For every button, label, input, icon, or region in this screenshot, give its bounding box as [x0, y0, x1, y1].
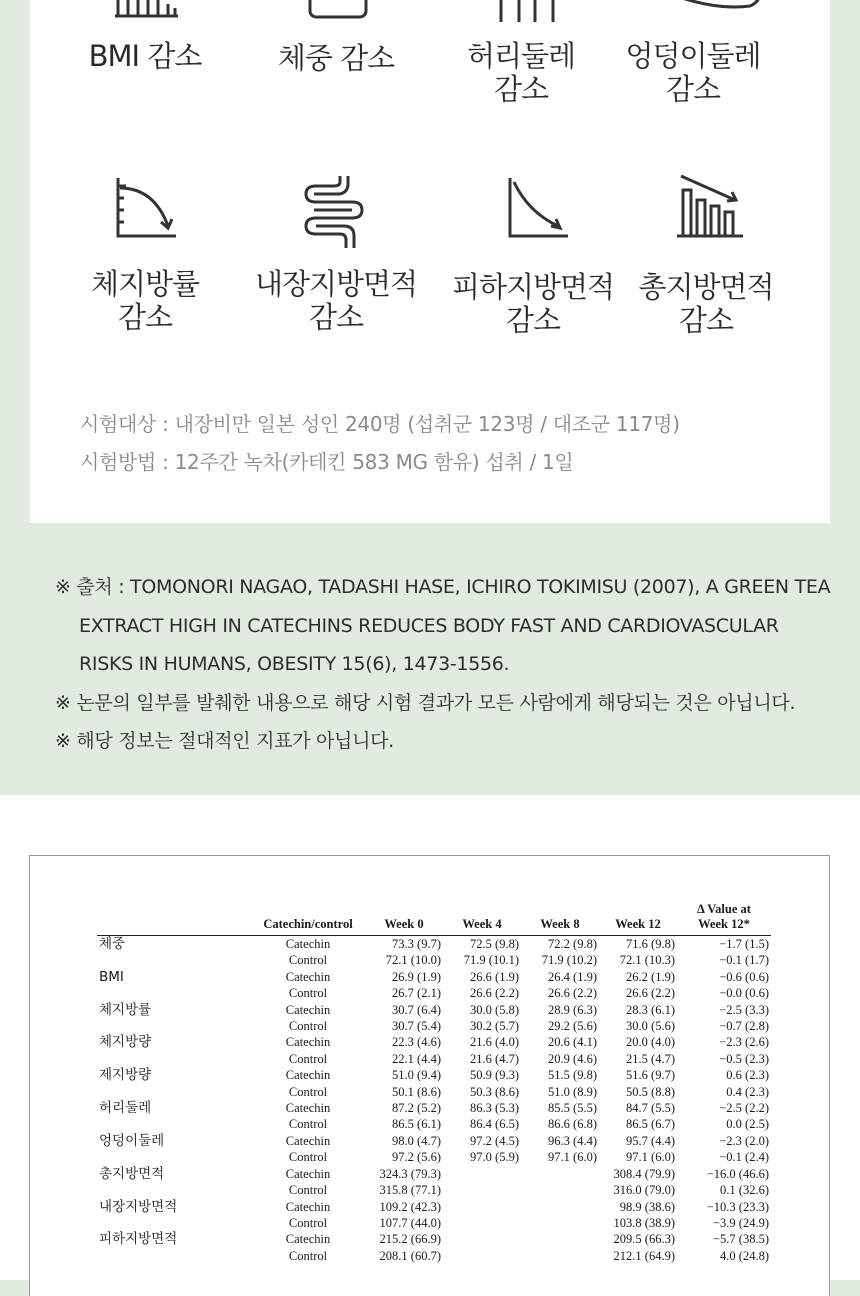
- cell-delta: −1.7 (1.5): [719, 937, 769, 951]
- table-row: [97, 1248, 771, 1264]
- cell-delta: −0.5 (2.3): [719, 1051, 769, 1066]
- cell-week8: [521, 1182, 599, 1198]
- cell-week12: 72.1 (10.3): [619, 953, 675, 968]
- cell-delta: 0.4 (2.3): [726, 1084, 769, 1099]
- cell-week0: 98.0 (4.7): [392, 1133, 441, 1148]
- row-group: Control: [288, 1117, 328, 1132]
- cell-week0: 315.8 (77.1): [379, 1183, 441, 1198]
- row-variable: 체중: [99, 936, 126, 952]
- cell-delta: −16.0 (46.6): [706, 1166, 769, 1181]
- source-citation: ※ 출처 : TOMONORI NAGAO, TADASHI HASE, ICHIRO TOKIMISU (2007), A GREEN TEA EXTRACT HIGH IN CATECHINS REDUCES BODY FAST AND CARDIOVASCULAR RISKS IN HUMANS, OBESITY 15(6), 1473-1556.: [55, 576, 831, 675]
- row-group: Catechin: [285, 1199, 331, 1214]
- row-variable: [97, 1018, 251, 1034]
- row-group: Control: [288, 1051, 328, 1066]
- effects-panel: [30, 0, 830, 523]
- row-group: Control: [288, 1248, 328, 1263]
- row-group: Catechin: [285, 1002, 331, 1017]
- effect-label-total-fat: 총지방면적 감소: [638, 270, 774, 337]
- cell-week8: [521, 1199, 599, 1215]
- cell-week8: 85.5 (5.5): [548, 1101, 597, 1116]
- effect-label-visceral-fat: 내장지방면적 감소: [254, 267, 418, 334]
- cell-week8: 96.3 (4.4): [548, 1133, 597, 1148]
- cell-week12: 86.5 (6.7): [626, 1117, 675, 1132]
- cell-week12: 308.4 (79.9): [613, 1166, 675, 1181]
- cell-week12: 316.0 (79.0): [613, 1183, 675, 1198]
- cell-week12: 95.7 (4.4): [626, 1133, 675, 1148]
- row-group: Control: [288, 1084, 328, 1099]
- cell-week8: [521, 1231, 599, 1247]
- cell-week4: 86.3 (5.3): [470, 1101, 519, 1116]
- row-variable: 피하지방면적: [99, 1231, 178, 1248]
- intestine-icon: [300, 174, 370, 250]
- cell-week4: [443, 1182, 521, 1198]
- cell-week4: 86.4 (6.5): [470, 1117, 519, 1132]
- row-variable: 총지방면적: [99, 1165, 165, 1182]
- cell-week0: 86.5 (6.1): [392, 1117, 441, 1132]
- col-header-week12: Week 12: [599, 902, 677, 936]
- table-row: [97, 985, 771, 1001]
- falling-line-icon: [506, 176, 570, 240]
- cell-delta: −0.1 (2.4): [719, 1150, 769, 1165]
- cell-week8: 26.6 (2.2): [548, 986, 597, 1001]
- row-group: Control: [288, 1019, 328, 1034]
- cell-week12: 98.9 (38.6): [619, 1199, 675, 1214]
- row-group: Control: [288, 953, 328, 968]
- col-header-delta: Δ Value at Week 12*: [677, 902, 771, 936]
- row-variable: [97, 952, 251, 968]
- cell-week8: 28.9 (6.3): [548, 1002, 597, 1017]
- cell-week4: [443, 1215, 521, 1231]
- cell-week4: 30.2 (5.7): [470, 1019, 519, 1034]
- row-variable: [97, 1215, 251, 1231]
- cell-delta: −0.6 (0.6): [719, 969, 769, 984]
- row-group: Catechin: [285, 1166, 331, 1181]
- col-header-week0: Week 0: [365, 902, 443, 936]
- cell-week4: 26.6 (2.2): [470, 986, 519, 1001]
- hip-icon: [680, 0, 764, 12]
- cell-week0: 30.7 (6.4): [392, 1002, 441, 1017]
- cell-week12: 30.0 (5.6): [626, 1019, 675, 1034]
- cell-week8: 20.9 (4.6): [548, 1051, 597, 1066]
- table-row: [97, 1018, 771, 1034]
- cell-week8: [521, 1248, 599, 1264]
- cell-week12: 21.5 (4.7): [626, 1051, 675, 1066]
- row-variable: 허리둘레: [99, 1100, 152, 1117]
- study-table-section: [0, 795, 860, 1280]
- cell-week12: 209.5 (66.3): [613, 1232, 675, 1247]
- cell-week0: 73.3 (9.7): [392, 937, 441, 951]
- cell-week4: 26.6 (1.9): [470, 969, 519, 984]
- table-row: [97, 1002, 771, 1018]
- cell-delta: 4.0 (24.8): [720, 1248, 769, 1263]
- cell-delta: −0.1 (1.7): [719, 953, 769, 968]
- bmi-chart-icon: [112, 0, 182, 20]
- row-group: Catechin: [285, 1068, 331, 1083]
- cell-week12: 50.5 (8.8): [626, 1084, 675, 1099]
- table-row: [97, 1231, 771, 1247]
- cell-week0: 26.9 (1.9): [392, 969, 441, 984]
- row-variable: [97, 1182, 251, 1198]
- row-variable: 체지방률: [99, 1001, 152, 1018]
- cell-week4: 21.6 (4.0): [470, 1035, 519, 1050]
- cell-week0: 87.2 (5.2): [392, 1101, 441, 1116]
- row-group: Control: [288, 1183, 328, 1198]
- row-group: Control: [288, 1150, 328, 1165]
- cell-week12: 26.6 (2.2): [626, 986, 675, 1001]
- cell-week4: 21.6 (4.7): [470, 1051, 519, 1066]
- cell-delta: 0.6 (2.3): [726, 1068, 769, 1083]
- cell-week4: 97.0 (5.9): [470, 1150, 519, 1165]
- table-row: [97, 936, 771, 953]
- effect-label-subcutaneous-fat: 피하지방면적 감소: [451, 270, 615, 337]
- col-header-week8: Week 8: [521, 902, 599, 936]
- cell-week4: 50.9 (9.3): [470, 1068, 519, 1083]
- table-row: [97, 1199, 771, 1215]
- row-group: Catechin: [285, 969, 331, 984]
- disclaimer-partial: ※ 논문의 일부를 발췌한 내용으로 해당 시험 결과가 모든 사람에게 해당되는 것은 아닙니다.: [55, 691, 796, 714]
- cell-delta: −2.3 (2.0): [719, 1133, 769, 1148]
- row-variable: 엉덩이둘레: [99, 1132, 165, 1149]
- row-variable: [97, 1116, 251, 1132]
- study-table-body: [97, 936, 771, 1265]
- row-variable: [97, 1149, 251, 1165]
- cell-delta: −2.5 (2.2): [719, 1101, 769, 1116]
- row-group: Catechin: [285, 1232, 331, 1247]
- cell-delta: −10.3 (23.3): [706, 1199, 769, 1214]
- cell-week4: 50.3 (8.6): [470, 1084, 519, 1099]
- cell-week8: 71.9 (10.2): [541, 953, 597, 968]
- row-group: Catechin: [285, 937, 331, 951]
- cell-week0: 30.7 (5.4): [392, 1019, 441, 1034]
- row-variable: 체지방량: [99, 1034, 152, 1051]
- cell-week12: 28.3 (6.1): [626, 1002, 675, 1017]
- cell-week4: 97.2 (4.5): [470, 1133, 519, 1148]
- cell-week12: 103.8 (38.9): [613, 1215, 675, 1230]
- cell-week0: 107.7 (44.0): [379, 1215, 441, 1230]
- cell-week12: 97.1 (6.0): [626, 1150, 675, 1165]
- cell-week0: 109.2 (42.3): [379, 1199, 441, 1214]
- cell-delta: −2.5 (3.3): [719, 1002, 769, 1017]
- study-results-table: [97, 902, 771, 1264]
- cell-delta: −3.9 (24.9): [713, 1215, 769, 1230]
- waist-icon: [495, 0, 559, 24]
- cell-week8: [521, 1215, 599, 1231]
- col-header-week4: Week 4: [443, 902, 521, 936]
- cell-delta: −0.0 (0.6): [719, 986, 769, 1001]
- cell-week8: [521, 1166, 599, 1182]
- effect-label-bmi: BMI 감소: [88, 39, 202, 73]
- row-variable: [97, 1084, 251, 1100]
- table-row: [97, 969, 771, 985]
- paper-excerpt-frame: [29, 855, 830, 1296]
- table-row: [97, 952, 771, 968]
- cell-week0: 50.1 (8.6): [392, 1084, 441, 1099]
- row-variable: [97, 985, 251, 1001]
- cell-week0: 324.3 (79.3): [379, 1166, 441, 1181]
- effect-label-weight: 체중 감소: [277, 41, 395, 75]
- table-row: [97, 1149, 771, 1165]
- row-group: Catechin: [285, 1133, 331, 1148]
- cell-week4: [443, 1231, 521, 1247]
- table-row: [97, 1100, 771, 1116]
- cell-week4: [443, 1248, 521, 1264]
- table-row: [97, 1067, 771, 1083]
- effect-label-hip: 엉덩이둘레 감소: [625, 39, 761, 106]
- col-header-group: Catechin/control: [251, 902, 365, 936]
- row-group: Catechin: [285, 1035, 331, 1050]
- cell-week8: 72.2 (9.8): [548, 937, 597, 951]
- row-variable: 제지방량: [99, 1067, 152, 1084]
- cell-week12: 212.1 (64.9): [613, 1248, 675, 1263]
- table-row: [97, 1034, 771, 1050]
- cell-week4: 72.5 (9.8): [470, 937, 519, 951]
- cell-delta: 0.0 (2.5): [726, 1117, 769, 1132]
- cell-week0: 26.7 (2.1): [392, 986, 441, 1001]
- effect-label-body-fat-ratio: 체지방률 감소: [90, 267, 200, 334]
- cell-week4: [443, 1166, 521, 1182]
- row-group: Control: [288, 986, 328, 1001]
- cell-week12: 51.6 (9.7): [626, 1068, 675, 1083]
- cell-week0: 22.1 (4.4): [392, 1051, 441, 1066]
- effect-label-waist: 허리둘레 감소: [466, 39, 576, 106]
- cell-week12: 20.0 (4.0): [626, 1035, 675, 1050]
- row-variable: BMI: [99, 968, 124, 985]
- trial-subjects: 시험대상 : 내장비만 일본 성인 240명 (섭취군 123명 / 대조군 117명): [80, 412, 680, 436]
- cell-week0: 97.2 (5.6): [392, 1150, 441, 1165]
- row-variable: [97, 1248, 251, 1264]
- cell-week8: 97.1 (6.0): [548, 1150, 597, 1165]
- cell-week0: 208.1 (60.7): [379, 1248, 441, 1263]
- cell-week12: 71.6 (9.8): [626, 937, 675, 951]
- decline-curve-icon: [114, 176, 178, 240]
- cell-week4: 71.9 (10.1): [463, 953, 519, 968]
- cell-week8: 20.6 (4.1): [548, 1035, 597, 1050]
- cell-week8: 86.6 (6.8): [548, 1117, 597, 1132]
- cell-week4: [443, 1199, 521, 1215]
- cell-week0: 22.3 (4.6): [392, 1035, 441, 1050]
- row-group: Catechin: [285, 1101, 331, 1116]
- table-row: [97, 1215, 771, 1231]
- row-group: Control: [288, 1215, 328, 1230]
- cell-delta: 0.1 (32.6): [720, 1183, 769, 1198]
- table-row: [97, 1133, 771, 1149]
- row-variable: [97, 1051, 251, 1067]
- cell-week0: 72.1 (10.0): [385, 953, 441, 968]
- cell-week0: 215.2 (66.9): [379, 1232, 441, 1247]
- cell-week12: 26.2 (1.9): [626, 969, 675, 984]
- table-header-row: [97, 902, 771, 936]
- col-header-variable: [97, 902, 251, 936]
- table-row: [97, 1166, 771, 1182]
- row-variable: 내장지방면적: [99, 1198, 178, 1215]
- cell-delta: −2.3 (2.6): [719, 1035, 769, 1050]
- cell-week8: 51.0 (8.9): [548, 1084, 597, 1099]
- trial-method: 시험방법 : 12주간 녹차(카테킨 583 MG 함유) 섭취 / 1일: [80, 450, 574, 474]
- cell-week8: 29.2 (5.6): [548, 1019, 597, 1034]
- source-notes: [55, 568, 835, 761]
- table-row: [97, 1084, 771, 1100]
- table-row: [97, 1051, 771, 1067]
- cell-week8: 51.5 (9.8): [548, 1068, 597, 1083]
- cell-delta: −5.7 (38.5): [713, 1232, 769, 1247]
- cell-week8: 26.4 (1.9): [548, 969, 597, 984]
- scale-icon: [306, 0, 370, 20]
- disclaimer-not-absolute: ※ 해당 정보는 절대적인 지표가 아닙니다.: [55, 730, 394, 752]
- table-row: [97, 1182, 771, 1198]
- cell-week12: 84.7 (5.5): [626, 1101, 675, 1116]
- cell-week0: 51.0 (9.4): [392, 1068, 441, 1083]
- cell-week4: 30.0 (5.8): [470, 1002, 519, 1017]
- table-row: [97, 1116, 771, 1132]
- cell-delta: −0.7 (2.8): [719, 1019, 769, 1034]
- falling-bars-icon: [675, 170, 745, 240]
